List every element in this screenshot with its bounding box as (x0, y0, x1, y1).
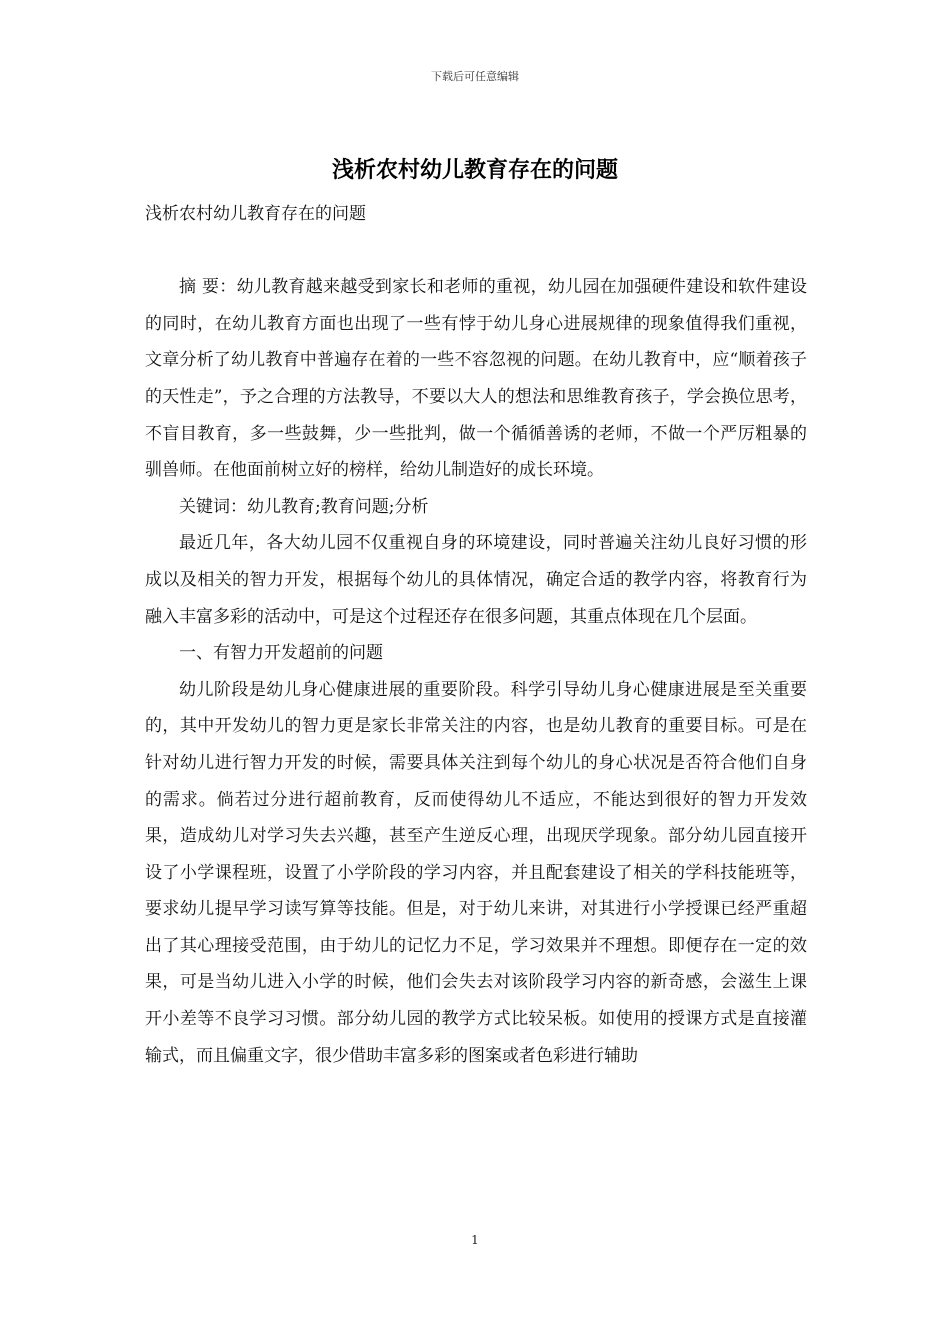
page-number: 1 (471, 1233, 479, 1247)
header-note: 下载后可任意编辑 (431, 70, 519, 83)
keywords-paragraph: 关键词：幼儿教育;教育问题;分析 (179, 496, 429, 517)
document-subtitle: 浅析农村幼儿教育存在的问题 (145, 204, 366, 224)
document-body (145, 196, 807, 1074)
abstract-paragraph: 摘 要：幼儿教育越来越受到家长和老师的重视，幼儿园在加强硬件建设和软件建设的同时，在幼儿教育方面也出现了一些有悖于幼儿身心进展规律的现象值得我们重视，文章分析了幼儿教育中普遍存在着的一些不容忽视的问题。在幼儿教育中，应“顺着孩子的天性走”，予之合理的方法教导，不要以大人的想法和思维教育孩子，学会换位思考，不盲目教育，多一些鼓舞，少一些批判，做一个循循善诱的老师，不做一个严厉粗暴的驯兽师。在他面前树立好的榜样，给幼儿制造好的成长环境。 (145, 277, 807, 481)
section-heading: 一、有智力开发超前的问题 (179, 643, 383, 664)
intro-paragraph: 最近几年，各大幼儿园不仅重视自身的环境建设，同时普遍关注幼儿良好习惯的形成以及相关的智力开发，根据每个幼儿的具体情况，确定合适的教学内容，将教育行为融入丰富多彩的活动中，可是这个过程还存在很多问题，其重点体现在几个层面。 (145, 533, 807, 627)
section-body-paragraph: 幼儿阶段是幼儿身心健康进展的重要阶段。科学引导幼儿身心健康进展是至关重要的，其中开发幼儿的智力更是家长非常关注的内容，也是幼儿教育的重要目标。可是在针对幼儿进行智力开发的时候，需要具体关注到每个幼儿的身心状况是否符合他们自身的需求。倘若过分进行超前教育，反而使得幼儿不适应，不能达到很好的智力开发效果，造成幼儿对学习失去兴趣，甚至产生逆反心理，出现厌学现象。部分幼儿园直接开设了小学课程班，设置了小学阶段的学习内容，并且配套建设了相关的学科技能班等，要求幼儿提早学习读写算等技能。但是，对于幼儿来讲，对其进行小学授课已经严重超出了其心理接受范围，由于幼儿的记忆力不足，学习效果并不理想。即便存在一定的效果，可是当幼儿进入小学的时候，他们会失去对该阶段学习内容的新奇感，会滋生上课开小差等不良学习习惯。部分幼儿园的教学方式比较呆板。如使用的授课方式是直接灌输式，而且偏重文字，很少借助丰富多彩的图案或者色彩进行辅助 (145, 679, 807, 1066)
blank-line (145, 233, 807, 270)
document-title: 浅析农村幼儿教育存在的问题 (331, 157, 618, 183)
